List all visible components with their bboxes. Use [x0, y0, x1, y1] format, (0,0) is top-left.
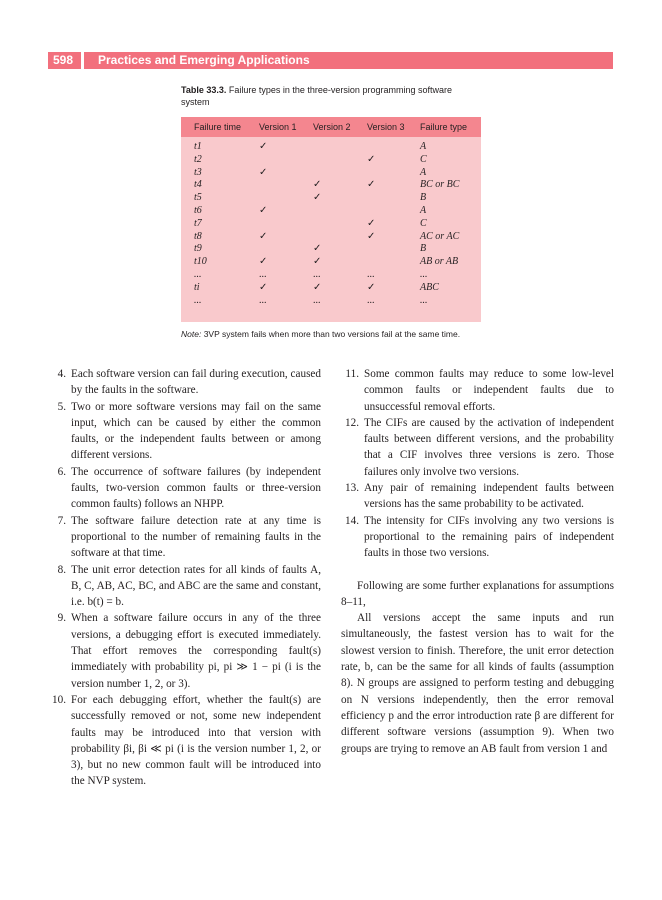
cell-version-2: ... — [313, 268, 321, 280]
col-header-failure-type: Failure type — [420, 122, 468, 132]
cell-failure-time: t9 — [194, 243, 202, 255]
cell-failure-time: t10 — [194, 256, 207, 268]
cell-failure-type: A — [420, 204, 427, 216]
paragraph: All versions accept the same inputs and run simultaneously, the fastest version has to wait for the slowest version to finish. Therefore, the unit error detection rate, b, can be the same for all kinds of faults (assumption 8). N groups are assigned to perform testing and debugging on N versions independently, then the error removal efficiency p and the error introduction rate β are different for different software versions (assumption 9). When two groups are trying to remove an AB fault from version 1 and — [341, 612, 614, 755]
cell-version-1: ✓ — [259, 141, 268, 152]
running-title: Practices and Emerging Applications — [98, 53, 310, 67]
list-item-text: The occurrence of software failures (by independent faults, two-version common faults or three-version common faults) follows an NHPP. — [71, 465, 321, 511]
cell-version-1: ✓ — [259, 230, 268, 242]
list-item — [341, 480, 614, 513]
cell-failure-type: A — [420, 166, 427, 178]
cell-failure-time: t3 — [194, 166, 202, 178]
table-caption-text: Failure types in the three-version programming software system — [181, 85, 452, 107]
table-row — [181, 179, 481, 192]
list-item — [48, 610, 321, 691]
cell-failure-time: t5 — [194, 192, 202, 204]
cell-failure-type: C — [420, 217, 427, 229]
list-item-number: 5. — [57, 400, 66, 413]
list-item-number: 11. — [345, 368, 359, 380]
cell-version-3: ... — [367, 268, 375, 280]
col-header-version-1: Version 1 — [259, 122, 297, 132]
table-label: Table 33.3. — [181, 85, 227, 95]
list-item — [48, 513, 321, 562]
list-item — [48, 692, 321, 790]
cell-failure-type: AC or AC — [420, 230, 460, 242]
list-item-number: 13. — [345, 482, 359, 495]
cell-version-2: ✓ — [313, 281, 322, 293]
list-item-text: The software failure detection rate at any time is proportional to the number of remaining faults in the software at that time. — [71, 514, 321, 560]
table-caption — [181, 84, 481, 108]
assumption-list-left — [48, 366, 321, 790]
col-header-failure-time: Failure time — [194, 122, 242, 132]
header-divider — [81, 52, 84, 69]
cell-failure-time: ti — [194, 281, 200, 293]
list-item-text: The CIFs are caused by the activation of independent faults between different versions, and the probability that a CIF involves three versions is zero. Those failures only involve two versions. — [364, 416, 614, 478]
cell-version-3: ... — [367, 294, 375, 306]
cell-version-3: ✓ — [367, 230, 376, 242]
cell-failure-type: BC or BC — [420, 179, 460, 191]
cell-version-3: ✓ — [367, 153, 376, 165]
cell-failure-time: t1 — [194, 141, 202, 152]
cell-version-1: ✓ — [259, 256, 268, 268]
list-item-text: When a software failure occurs in any of the three versions, a debugging effort is executed immediately. That effort removes the corresponding fault(s) immediately with probability pi, pi ≫ 1 − pi (i is the version number 1, 2, or 3). — [71, 612, 321, 690]
col-header-version-3: Version 3 — [367, 122, 405, 132]
cell-version-3: ✓ — [367, 179, 376, 191]
table-header-row — [181, 117, 481, 137]
table-row — [181, 192, 481, 205]
cell-failure-type: ... — [420, 294, 428, 306]
left-column — [48, 366, 321, 790]
explanation-paragraphs — [341, 578, 614, 757]
cell-failure-type: B — [420, 243, 427, 255]
page-number: 598 — [52, 53, 74, 67]
table-row — [181, 295, 481, 308]
list-item — [341, 366, 614, 415]
cell-version-2: ✓ — [313, 179, 322, 191]
list-item-text: The intensity for CIFs involving any two versions is proportional to the remaining pairs of independent faults in those two versions. — [364, 514, 614, 560]
cell-failure-type: ... — [420, 268, 428, 280]
cell-version-2: ... — [313, 294, 321, 306]
table-body — [181, 141, 481, 307]
cell-version-3: ✓ — [367, 217, 376, 229]
table-note — [181, 329, 460, 339]
cell-failure-time: t4 — [194, 179, 202, 191]
list-item-text: Each software version can fail during execution, caused by the faults in the software. — [71, 368, 321, 397]
table-row — [181, 269, 481, 282]
cell-failure-time: ... — [194, 268, 202, 280]
right-column — [341, 366, 614, 757]
list-item-text: Some common faults may reduce to some low-level common faults or independent faults due to unsuccessful removal efforts. — [364, 368, 614, 413]
list-item-text: Any pair of remaining independent faults between versions has the same probability to be activated. — [364, 482, 614, 511]
list-item-number: 9. — [57, 612, 66, 625]
list-item-number: 12. — [345, 416, 359, 429]
list-item — [48, 562, 321, 611]
list-item — [341, 415, 614, 480]
paragraph: Following are some further explanations for assumptions 8–11, — [341, 579, 614, 608]
table-row — [181, 243, 481, 256]
cell-version-1: ✓ — [259, 204, 268, 216]
cell-failure-type: A — [420, 141, 427, 152]
table-row — [181, 154, 481, 167]
cell-version-1: ... — [259, 294, 267, 306]
table-row — [181, 218, 481, 231]
cell-failure-time: t6 — [194, 204, 202, 216]
table-row — [181, 256, 481, 269]
col-header-version-2: Version 2 — [313, 122, 351, 132]
list-item-number: 4. — [57, 368, 66, 380]
cell-version-2: ✓ — [313, 192, 322, 204]
failure-types-table — [181, 117, 481, 322]
table-row — [181, 282, 481, 295]
list-item-number: 7. — [57, 514, 66, 527]
cell-failure-type: AB or AB — [420, 256, 459, 268]
list-item — [48, 366, 321, 399]
cell-failure-type: C — [420, 153, 427, 165]
cell-version-3: ✓ — [367, 281, 376, 293]
table-note-label: Note: — [181, 329, 202, 339]
list-item-number: 14. — [345, 514, 359, 527]
list-item — [48, 399, 321, 464]
cell-version-2: ✓ — [313, 243, 322, 255]
cell-version-1: ✓ — [259, 166, 268, 178]
cell-failure-time: ... — [194, 294, 202, 306]
cell-version-1: ✓ — [259, 281, 268, 293]
list-item — [48, 464, 321, 513]
cell-version-2: ✓ — [313, 256, 322, 268]
list-item-text: Two or more software versions may fail on the same input, which can be caused by either the common faults, or the independent faults between or among different versions. — [71, 400, 321, 462]
running-header — [48, 52, 613, 69]
list-item-text: For each debugging effort, whether the fault(s) are successfully removed or not, some new independent faults may be introduced into that version with probability βi, βi ≪ pi (i is the version number 1, 2, or 3), but no new common fault will be introduced into the NVP system. — [71, 693, 321, 788]
list-item-text: The unit error detection rates for all kinds of faults A, B, C, AB, AC, BC, and ABC are the same and constant, i.e. b(t) = b. — [71, 563, 321, 609]
table-row — [181, 141, 481, 154]
assumption-list-right — [341, 366, 614, 562]
cell-failure-type: B — [420, 192, 427, 204]
list-item-number: 8. — [57, 563, 66, 576]
cell-failure-time: t2 — [194, 153, 202, 165]
table-row — [181, 205, 481, 218]
list-item-number: 10. — [52, 693, 66, 706]
table-note-text: 3VP system fails when more than two versions fail at the same time. — [203, 329, 461, 339]
list-item-number: 6. — [57, 465, 66, 478]
cell-failure-time: t7 — [194, 217, 202, 229]
spacer — [341, 562, 614, 578]
table-row — [181, 231, 481, 244]
list-item — [341, 513, 614, 562]
cell-failure-time: t8 — [194, 230, 202, 242]
table-row — [181, 167, 481, 180]
cell-version-1: ... — [259, 268, 267, 280]
cell-failure-type: ABC — [420, 281, 439, 293]
